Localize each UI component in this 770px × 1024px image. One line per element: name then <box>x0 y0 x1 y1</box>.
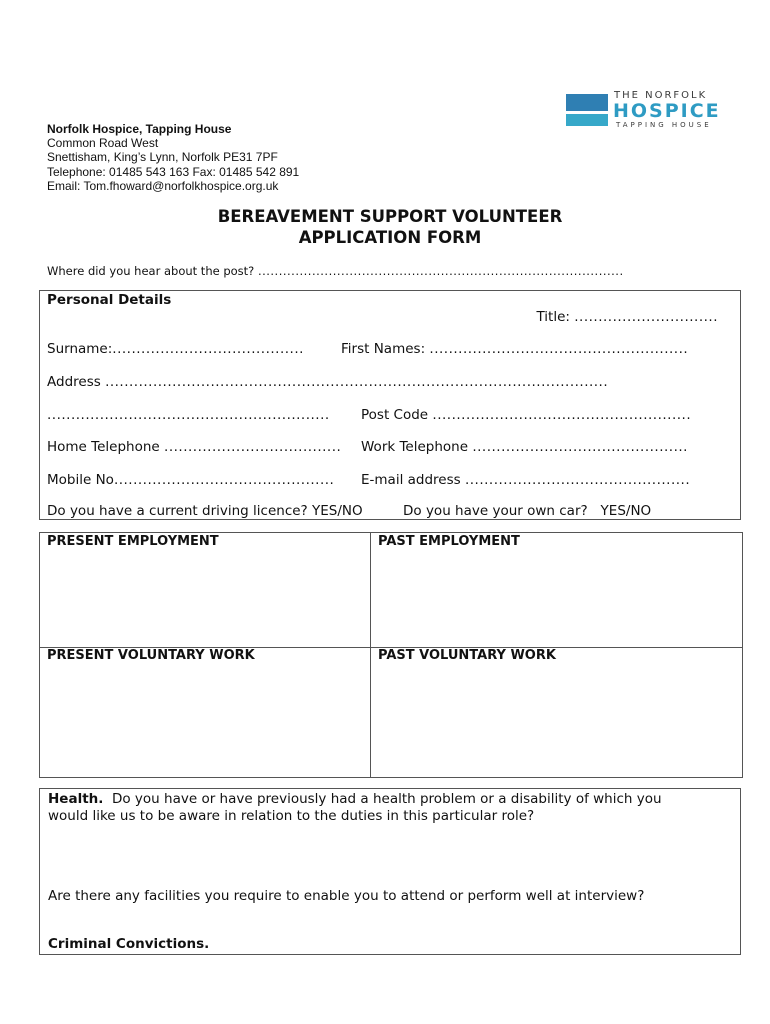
form-title <box>40 206 740 248</box>
form-title-line-2: APPLICATION FORM <box>298 228 482 247</box>
email-label: E-mail address <box>361 472 461 488</box>
personal-details-section <box>39 290 741 520</box>
work-telephone-field[interactable]: ............................................. <box>472 439 688 455</box>
postcode-row <box>361 407 691 423</box>
criminal-convictions-heading: Criminal Convictions. <box>48 936 210 952</box>
home-telephone-row <box>47 439 341 455</box>
logo-line-3: TAPPING HOUSE <box>616 121 712 129</box>
health-heading: Health. <box>48 791 104 807</box>
mobile-row <box>47 472 334 488</box>
car-row <box>403 503 651 519</box>
surname-label: Surname: <box>47 341 113 357</box>
facilities-question: Are there any facilities you require to enable you to attend or perform well at interview? <box>48 888 645 904</box>
car-options[interactable]: YES/NO <box>600 503 652 519</box>
health-question-line-2: would like us to be aware in relation to the duties in this particular role? <box>48 808 535 824</box>
address-label: Address <box>47 374 101 390</box>
work-telephone-label: Work Telephone <box>361 439 469 455</box>
organisation-name: Norfolk Hospice, Tapping House <box>47 122 232 136</box>
licence-row <box>47 503 363 519</box>
address-line-2: Snettisham, King’s Lynn, Norfolk PE31 7PF <box>47 150 278 165</box>
title-row <box>536 309 718 325</box>
title-field[interactable]: .............................. <box>574 309 718 325</box>
email-row <box>361 472 690 488</box>
present-employment-heading: PRESENT EMPLOYMENT <box>47 534 219 549</box>
logo-line-2: HOSPICE <box>613 100 721 122</box>
licence-question: Do you have a current driving licence? <box>47 503 308 519</box>
email-field[interactable]: ............................................... <box>464 472 691 488</box>
employment-section <box>39 532 743 778</box>
mobile-field[interactable]: .............................................. <box>113 472 335 488</box>
address-block <box>47 122 299 193</box>
title-label: Title: <box>536 309 570 325</box>
health-question <box>48 791 662 825</box>
hospice-logo <box>562 88 722 130</box>
source-question-row <box>47 264 624 278</box>
telephone-line: Telephone: 01485 543 163 Fax: 01485 542 891 <box>47 164 300 179</box>
address-line-1: Common Road West <box>47 136 159 151</box>
past-employment-heading: PAST EMPLOYMENT <box>378 534 520 549</box>
employment-divider-vertical <box>370 533 371 777</box>
personal-details-heading: Personal Details <box>47 292 172 308</box>
car-question: Do you have your own car? <box>403 503 588 519</box>
postcode-field[interactable]: ...................................................... <box>432 407 692 423</box>
surname-row <box>47 341 304 357</box>
form-title-line-1: BEREAVEMENT SUPPORT VOLUNTEER <box>217 207 563 226</box>
work-telephone-row <box>361 439 688 455</box>
firstnames-row <box>341 341 688 357</box>
health-section <box>39 788 741 955</box>
email-line: Email: Tom.fhoward@norfolkhospice.org.uk <box>47 178 279 193</box>
past-voluntary-heading: PAST VOLUNTARY WORK <box>378 648 556 663</box>
logo-line-1: THE NORFOLK <box>614 90 708 101</box>
address-line-2-row <box>47 407 330 423</box>
source-question-label: Where did you hear about the post? <box>47 264 255 278</box>
postcode-label: Post Code <box>361 407 429 423</box>
address-line-2-field[interactable]: ........................................................... <box>47 407 330 423</box>
firstnames-field[interactable]: ...................................................... <box>429 341 689 357</box>
present-voluntary-heading: PRESENT VOLUNTARY WORK <box>47 648 255 663</box>
address-field[interactable]: ......................................................................................................... <box>105 374 609 390</box>
source-answer-field[interactable]: ........................................................................................ <box>257 264 624 278</box>
mobile-label: Mobile No <box>47 472 114 488</box>
logo-mark-icon <box>566 94 608 126</box>
health-question-line-1: Do you have or have previously had a health problem or a disability of which you <box>111 791 662 807</box>
home-telephone-label: Home Telephone <box>47 439 160 455</box>
firstnames-label: First Names: <box>341 341 426 357</box>
home-telephone-field[interactable]: ..................................... <box>164 439 342 455</box>
surname-field[interactable]: ........................................ <box>112 341 304 357</box>
address-row <box>47 374 608 390</box>
licence-options[interactable]: YES/NO <box>312 503 363 519</box>
